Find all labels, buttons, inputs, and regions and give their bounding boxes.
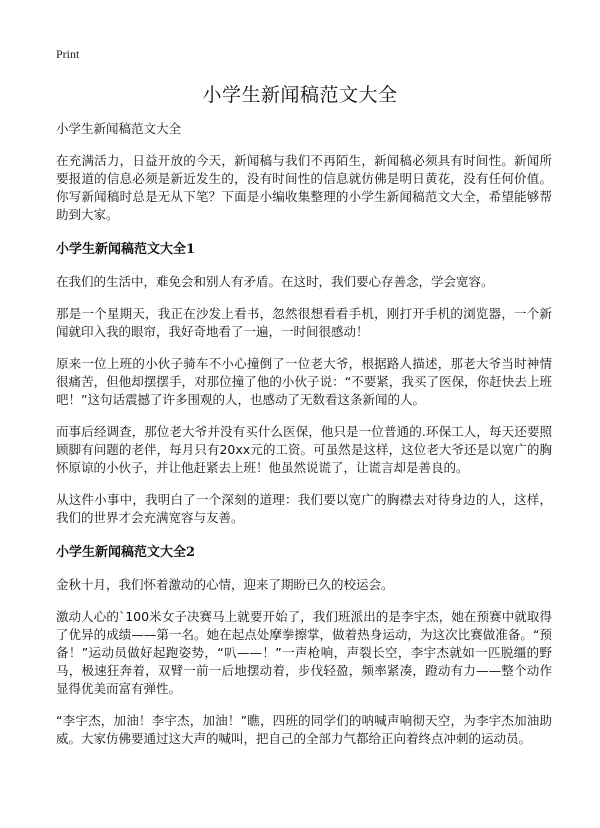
section-heading: 小学生新闻稿范文大全2 <box>56 545 196 560</box>
paragraph: 那是一个星期天，我正在沙发上看书，忽然很想看看手机，刚打开手机的浏览器，一个新闻就印入我的眼帘，我好奇地看了一遍，一时间很感动！ <box>56 306 552 339</box>
section-heading: 小学生新闻稿范文大全1 <box>56 242 196 257</box>
paragraph: 从这件小事中，我明白了一个深刻的道理：我们要以宽广的胸襟去对待身边的人，这样，我们的世界才会充满宽容与友善。 <box>56 492 552 525</box>
paragraph: 金秋十月，我们怀着激动的心情，迎来了期盼已久的校运会。 <box>56 577 394 592</box>
paragraph: 在我们的生活中，难免会和别人有矛盾。在这时，我们要心存善念，学会宽容。 <box>56 274 494 289</box>
paragraph: “李宇杰，加油！李宇杰，加油！”瞧，四班的同学们的呐喊声响彻天空，为李宇杰加油助威。大家仿佛要通过这大声的喊叫，把自己的全部力气都给正向着终点冲刺的运动员。 <box>56 713 552 746</box>
page-title: 小学生新闻稿范文大全 <box>202 84 398 106</box>
article-body <box>56 120 552 762</box>
paragraph: 原来一位上班的小伙子骑车不小心撞倒了一位老大爷，根据路人描述，那老大爷当时神情很痛苦，但他却摆摆手，对那位撞了他的小伙子说：“不要紧，我买了医保，你赶快去上班吧！”这句话震撼了许多围观的人，也感动了无数看这条新闻的人。 <box>56 356 552 407</box>
article-subtitle: 小学生新闻稿范文大全 <box>56 121 182 136</box>
print-link[interactable]: Print <box>56 47 80 61</box>
paragraph: 激动人心的`100米女子决赛马上就要开始了，我们班派出的是李宇杰，她在预赛中就取得了优异的成绩——第一名。她在起点处摩拳擦掌，做着热身运动，为这次比赛做准备。“预备！”运动员做好起跑姿势，“叭——！”一声枪响，声裂长空，李宇杰就如一匹脱缰的野马，极速狂奔着，双臂一前一后地摆动着，步伐轻盈，频率紧凑，蹬动有力——整个动作显得优美而富有弹性。 <box>56 609 552 696</box>
intro-paragraph: 在充满活力，日益开放的今天，新闻稿与我们不再陌生，新闻稿必须具有时间性。新闻所要报道的信息必须是新近发生的，没有时间性的信息就仿佛是明日黄花，没有任何价值。你写新闻稿时总是无从下笔？下面是小编收集整理的小学生新闻稿范文大全，希望能够帮助到大家。 <box>56 153 552 222</box>
paragraph: 而事后经调查，那位老大爷并没有买什么医保，他只是一位普通的.环保工人，每天还要照顾脚有问题的老伴，每月只有20xx元的工资。可虽然是这样，这位老大爷还是以宽广的胸怀原谅的小伙子，并让他赶紧去上班！他虽然说谎了，让谎言却是善良的。 <box>56 424 552 475</box>
